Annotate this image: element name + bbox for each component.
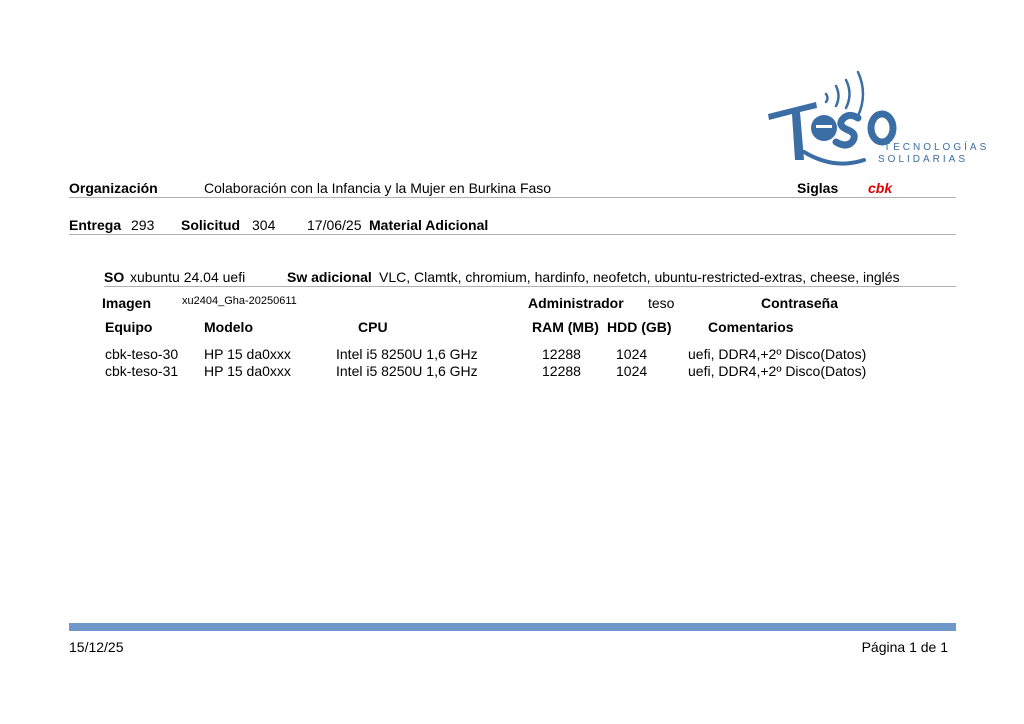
cell-modelo: HP 15 da0xxx xyxy=(204,363,291,379)
delivery-date: 17/06/25 xyxy=(307,217,362,233)
admin-value: teso xyxy=(648,295,675,311)
imagen-label: Imagen xyxy=(102,295,152,311)
col-header-hdd: HDD (GB) xyxy=(607,319,672,335)
col-header-cpu: CPU xyxy=(358,319,388,335)
org-value: Colaboración con la Infancia y la Mujer en Burkina Faso xyxy=(204,180,552,196)
cell-comentarios: uefi, DDR4,+2º Disco(Datos) xyxy=(688,346,867,362)
cell-ram: 12288 xyxy=(542,346,581,362)
logo-line-1: TECNOLOGÍAS xyxy=(884,142,990,153)
delivery-title: Material Adicional xyxy=(369,217,489,233)
cell-ram: 12288 xyxy=(542,363,581,379)
delivery-rule xyxy=(69,234,956,235)
cell-comentarios: uefi, DDR4,+2º Disco(Datos) xyxy=(688,363,867,379)
col-header-ram: RAM (MB) xyxy=(532,319,599,335)
cell-hdd: 1024 xyxy=(616,363,648,379)
cell-cpu: Intel i5 8250U 1,6 GHz xyxy=(336,346,478,362)
org-label: Organización xyxy=(69,180,158,196)
solicitud-value: 304 xyxy=(252,217,276,233)
so-value: xubuntu 24.04 uefi xyxy=(130,269,246,285)
so-label: SO xyxy=(104,269,125,285)
teso-logo xyxy=(764,68,990,170)
entrega-label: Entrega xyxy=(69,217,122,233)
cell-equipo: cbk-teso-31 xyxy=(105,363,179,379)
col-header-equipo: Equipo xyxy=(105,319,153,335)
header-rule xyxy=(69,197,956,198)
logo-line-2: SOLIDARIAS xyxy=(878,154,969,165)
cell-modelo: HP 15 da0xxx xyxy=(204,346,291,362)
cell-hdd: 1024 xyxy=(616,346,648,362)
cell-equipo: cbk-teso-30 xyxy=(105,346,179,362)
entrega-value: 293 xyxy=(131,217,155,233)
sw-label: Sw adicional xyxy=(287,269,372,285)
footer-page-number: Página 1 de 1 xyxy=(861,639,948,655)
admin-label: Administrador xyxy=(528,295,624,311)
sw-value: VLC, Clamtk, chromium, hardinfo, neofetch, ubuntu-restricted-extras, cheese, inglés xyxy=(379,269,900,285)
imagen-value: xu2404_Gha-20250611 xyxy=(182,295,297,307)
system-rule xyxy=(104,286,956,287)
footer-bar xyxy=(69,623,956,631)
cell-cpu: Intel i5 8250U 1,6 GHz xyxy=(336,363,478,379)
footer-date: 15/12/25 xyxy=(69,639,124,655)
siglas-value: cbk xyxy=(868,180,893,196)
col-header-comentarios: Comentarios xyxy=(708,319,794,335)
solicitud-label: Solicitud xyxy=(181,217,241,233)
siglas-label: Siglas xyxy=(797,180,839,196)
password-label: Contraseña xyxy=(761,295,839,311)
col-header-modelo: Modelo xyxy=(204,319,253,335)
